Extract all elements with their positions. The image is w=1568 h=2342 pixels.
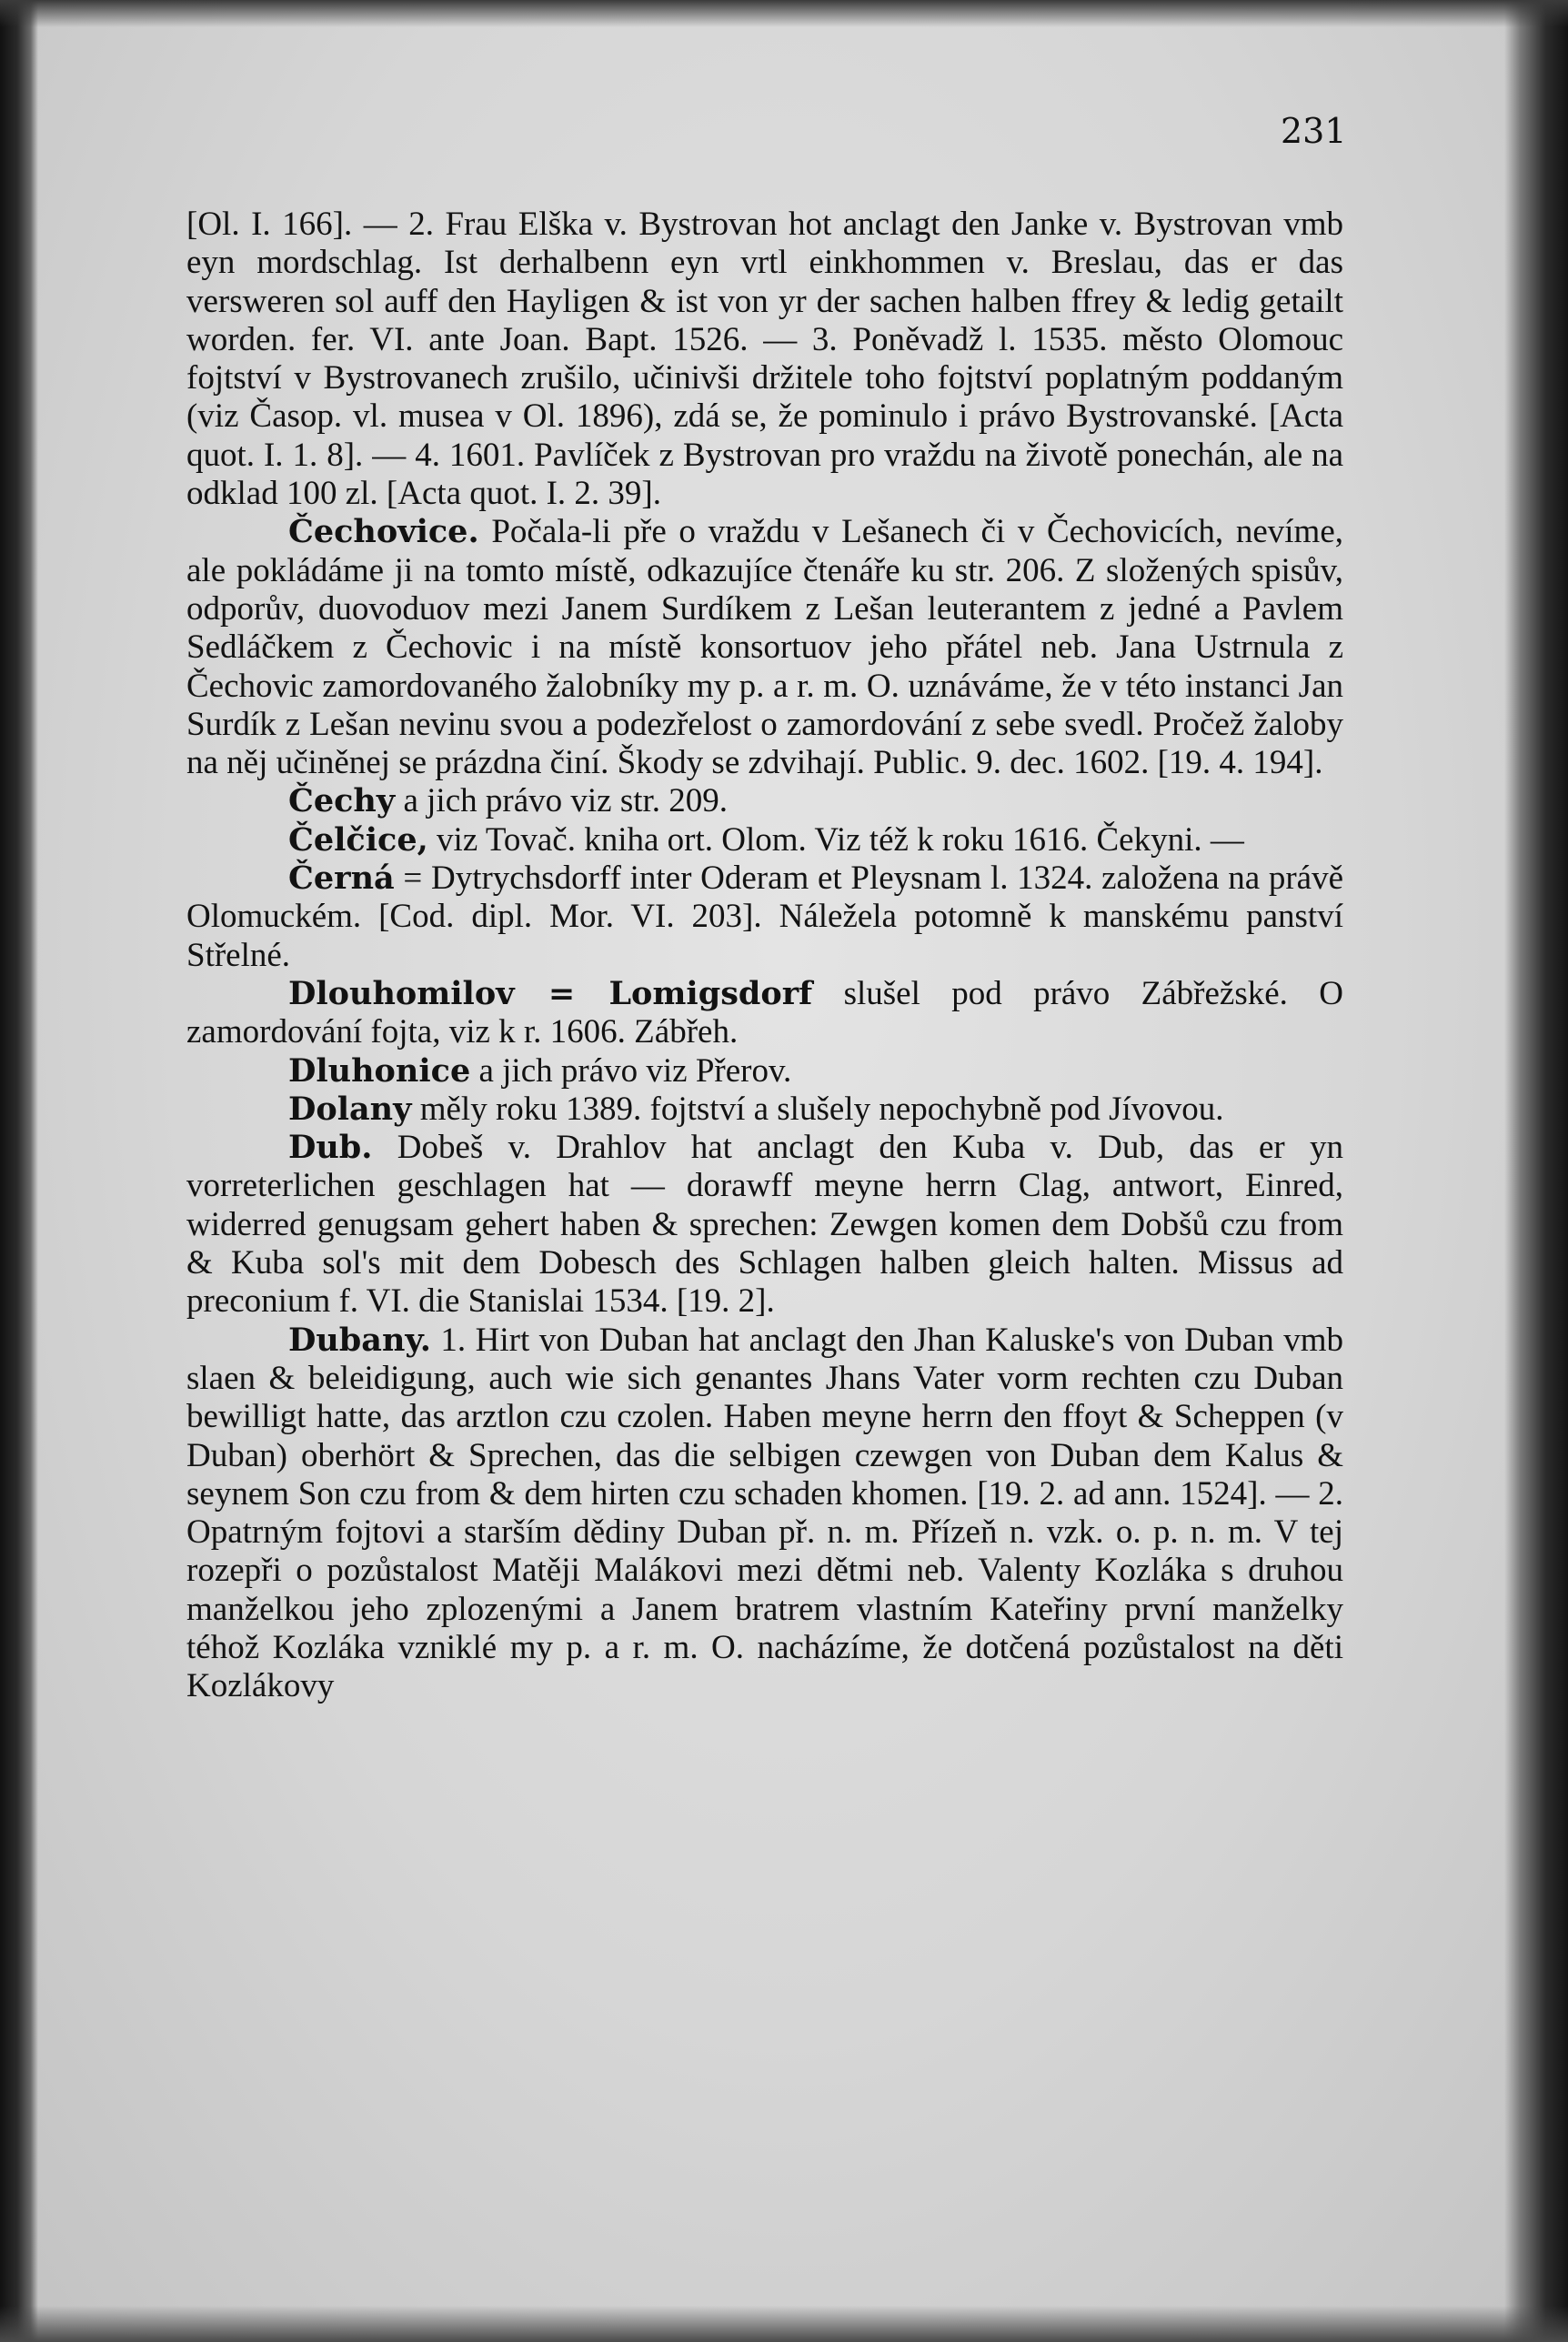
paragraph-text: viz Tovač. kniha ort. Olom. Viz též k roku 1616. Čekyni. — xyxy=(437,820,1244,859)
paragraph-dluhonice xyxy=(186,1052,1343,1091)
headword: Dub. xyxy=(288,1129,373,1167)
paragraph-cechy xyxy=(186,782,1343,820)
headword: Dolany xyxy=(288,1090,412,1128)
paragraph-text: a jich právo viz Přerov. xyxy=(478,1051,792,1090)
paragraph-text: 1. Hirt von Duban hat anclagt den Jhan Kaluske's von Duban vmb slaen & beleidigung, auch wie sich genantes Jhans Vater vorm rechten czu Duban bewilligt hatte, das arztlon czu czolen. Haben meyne herrn den ffoyt & Scheppen (v Duban) oberhört & Sprechen, das die selbigen czewgen von Duban dem Kalus & seynem Son czu from & dem hirten czu schaden khomen. [19. 2. ad ann. 1524]. — 2. Opatrným fojtovi a starším dědiny Duban př. n. m. Přízeň n. vzk. o. p. n. m. V tej rozepři o pozůstalost Matěji Malákovi mezi dětmi neb. Valenty Kozláka s druhou manželkou jeho zplozenými a Janem bratrem vlastním Kateřiny první manželky téhož Kozláka vzniklé my p. a r. m. O. nacházíme, že dotčená pozůstalost na děti Kozlákovy xyxy=(186,1321,1344,1705)
paragraph-text: [Ol. I. 166]. — 2. Frau Elška v. Bystrovan hot anclagt den Janke v. Bystrovan vmb eyn mordschlag. Ist derhalbenn eyn vrtl einkhommen v. Breslau, das er das versweren sol auff den Hayligen & ist von yr der sachen halben ffrey & ledig getailt worden. fer. VI. ante Joan. Bapt. 1526. — 3. Poněvadž l. 1535. město Olomouc fojtství v Bystrovanech zrušilo, učinivši držitele toho fojtství poplatným poddaným (viz Časop. vl. musea v Ol. 1896), zdá se, že pominulo i právo Bystrovanské. [Acta quot. I. 1. 8]. — 4. 1601. Pavlíček z Bystrovan pro vraždu na životě ponechán, ale na odklad 100 zl. [Acta quot. I. 2. 39]. xyxy=(186,206,1343,513)
paragraph-text: Dobeš v. Drahlov hat anclagt den Kuba v. Dub, das er yn vorreterlichen geschlagen hat — dorawff meyne herrn Clag, antwort, Einred, widerred genugsam gehert haben & sprechen: Zewgen komen dem Dobšů czu from & Kuba sol's mit dem Dobesch des Schlagen halben gleich halten. Missus ad preconium f. VI. die Stanislai 1534. [19. 2]. xyxy=(186,1129,1344,1321)
scan-shadow-left xyxy=(0,0,38,2342)
headword: Čelčice, xyxy=(288,820,428,859)
headword: Dlouhomilov = Lomigsdorf xyxy=(288,974,813,1012)
paragraph-dub xyxy=(186,1129,1343,1321)
paragraph-dubany xyxy=(186,1322,1343,1706)
paragraph-cerna xyxy=(186,859,1343,975)
headword: Černá xyxy=(288,859,395,898)
paragraph-cechovice xyxy=(186,513,1343,782)
paragraph-text: Počala-li pře o vraždu v Lešanech či v Čechovicích, nevíme, ale pokládáme ji na tomto místě, odkazujíce čtenáře ku str. 206. Z složených spisův, odporův, duovoduov mezi Janem Surdíkem z Lešan leuterantem z jedné a Pavlem Sedláčkem z Čechovic i na místě konsortuov jeho přátel neb. Jana Ustrnula z Čechovic zamordovaného žalobníky my p. a r. m. O. uznáváme, že v této instanci Jan Surdík z Lešan nevinu svou a podezřelost o zamordování z sebe svedl. Pročež žaloby na něj učiněnej se prázdna činí. Škody se zdvihají. Public. 9. dec. 1602. [19. 4. 194]. xyxy=(186,513,1344,782)
paragraph-text: slušel pod právo Zábřežské. O zamordování fojta, viz k r. 1606. Zábřeh. xyxy=(186,974,1343,1051)
page-text xyxy=(186,206,1343,1706)
headword: Čechy xyxy=(288,782,396,820)
paragraph-text: měly roku 1389. fojtství a slušely nepochybně pod Jívovou. xyxy=(419,1090,1224,1128)
paragraph-dolany xyxy=(186,1091,1343,1129)
scan-shadow-right xyxy=(1504,0,1568,2342)
headword: Dluhonice xyxy=(288,1051,471,1090)
paragraph-text: a jich právo viz str. 209. xyxy=(403,782,729,820)
scan-shadow-top xyxy=(0,0,1568,27)
paragraph-bystrovany-continued xyxy=(186,206,1343,513)
paragraph-dlouhomilov xyxy=(186,975,1343,1052)
headword: Dubany. xyxy=(288,1321,431,1359)
scan-shadow-bottom xyxy=(0,2306,1568,2342)
paragraph-celcice xyxy=(186,821,1343,859)
headword: Čechovice. xyxy=(288,513,479,551)
paragraph-text: = Dytrychsdorff inter Oderam et Pleysnam l. 1324. založena na právě Olomuckém. [Cod. dipl. Mor. VI. 203]. Náležela potomně k manskému panství Střelné. xyxy=(186,859,1343,974)
page-number: 231 xyxy=(1281,111,1347,151)
